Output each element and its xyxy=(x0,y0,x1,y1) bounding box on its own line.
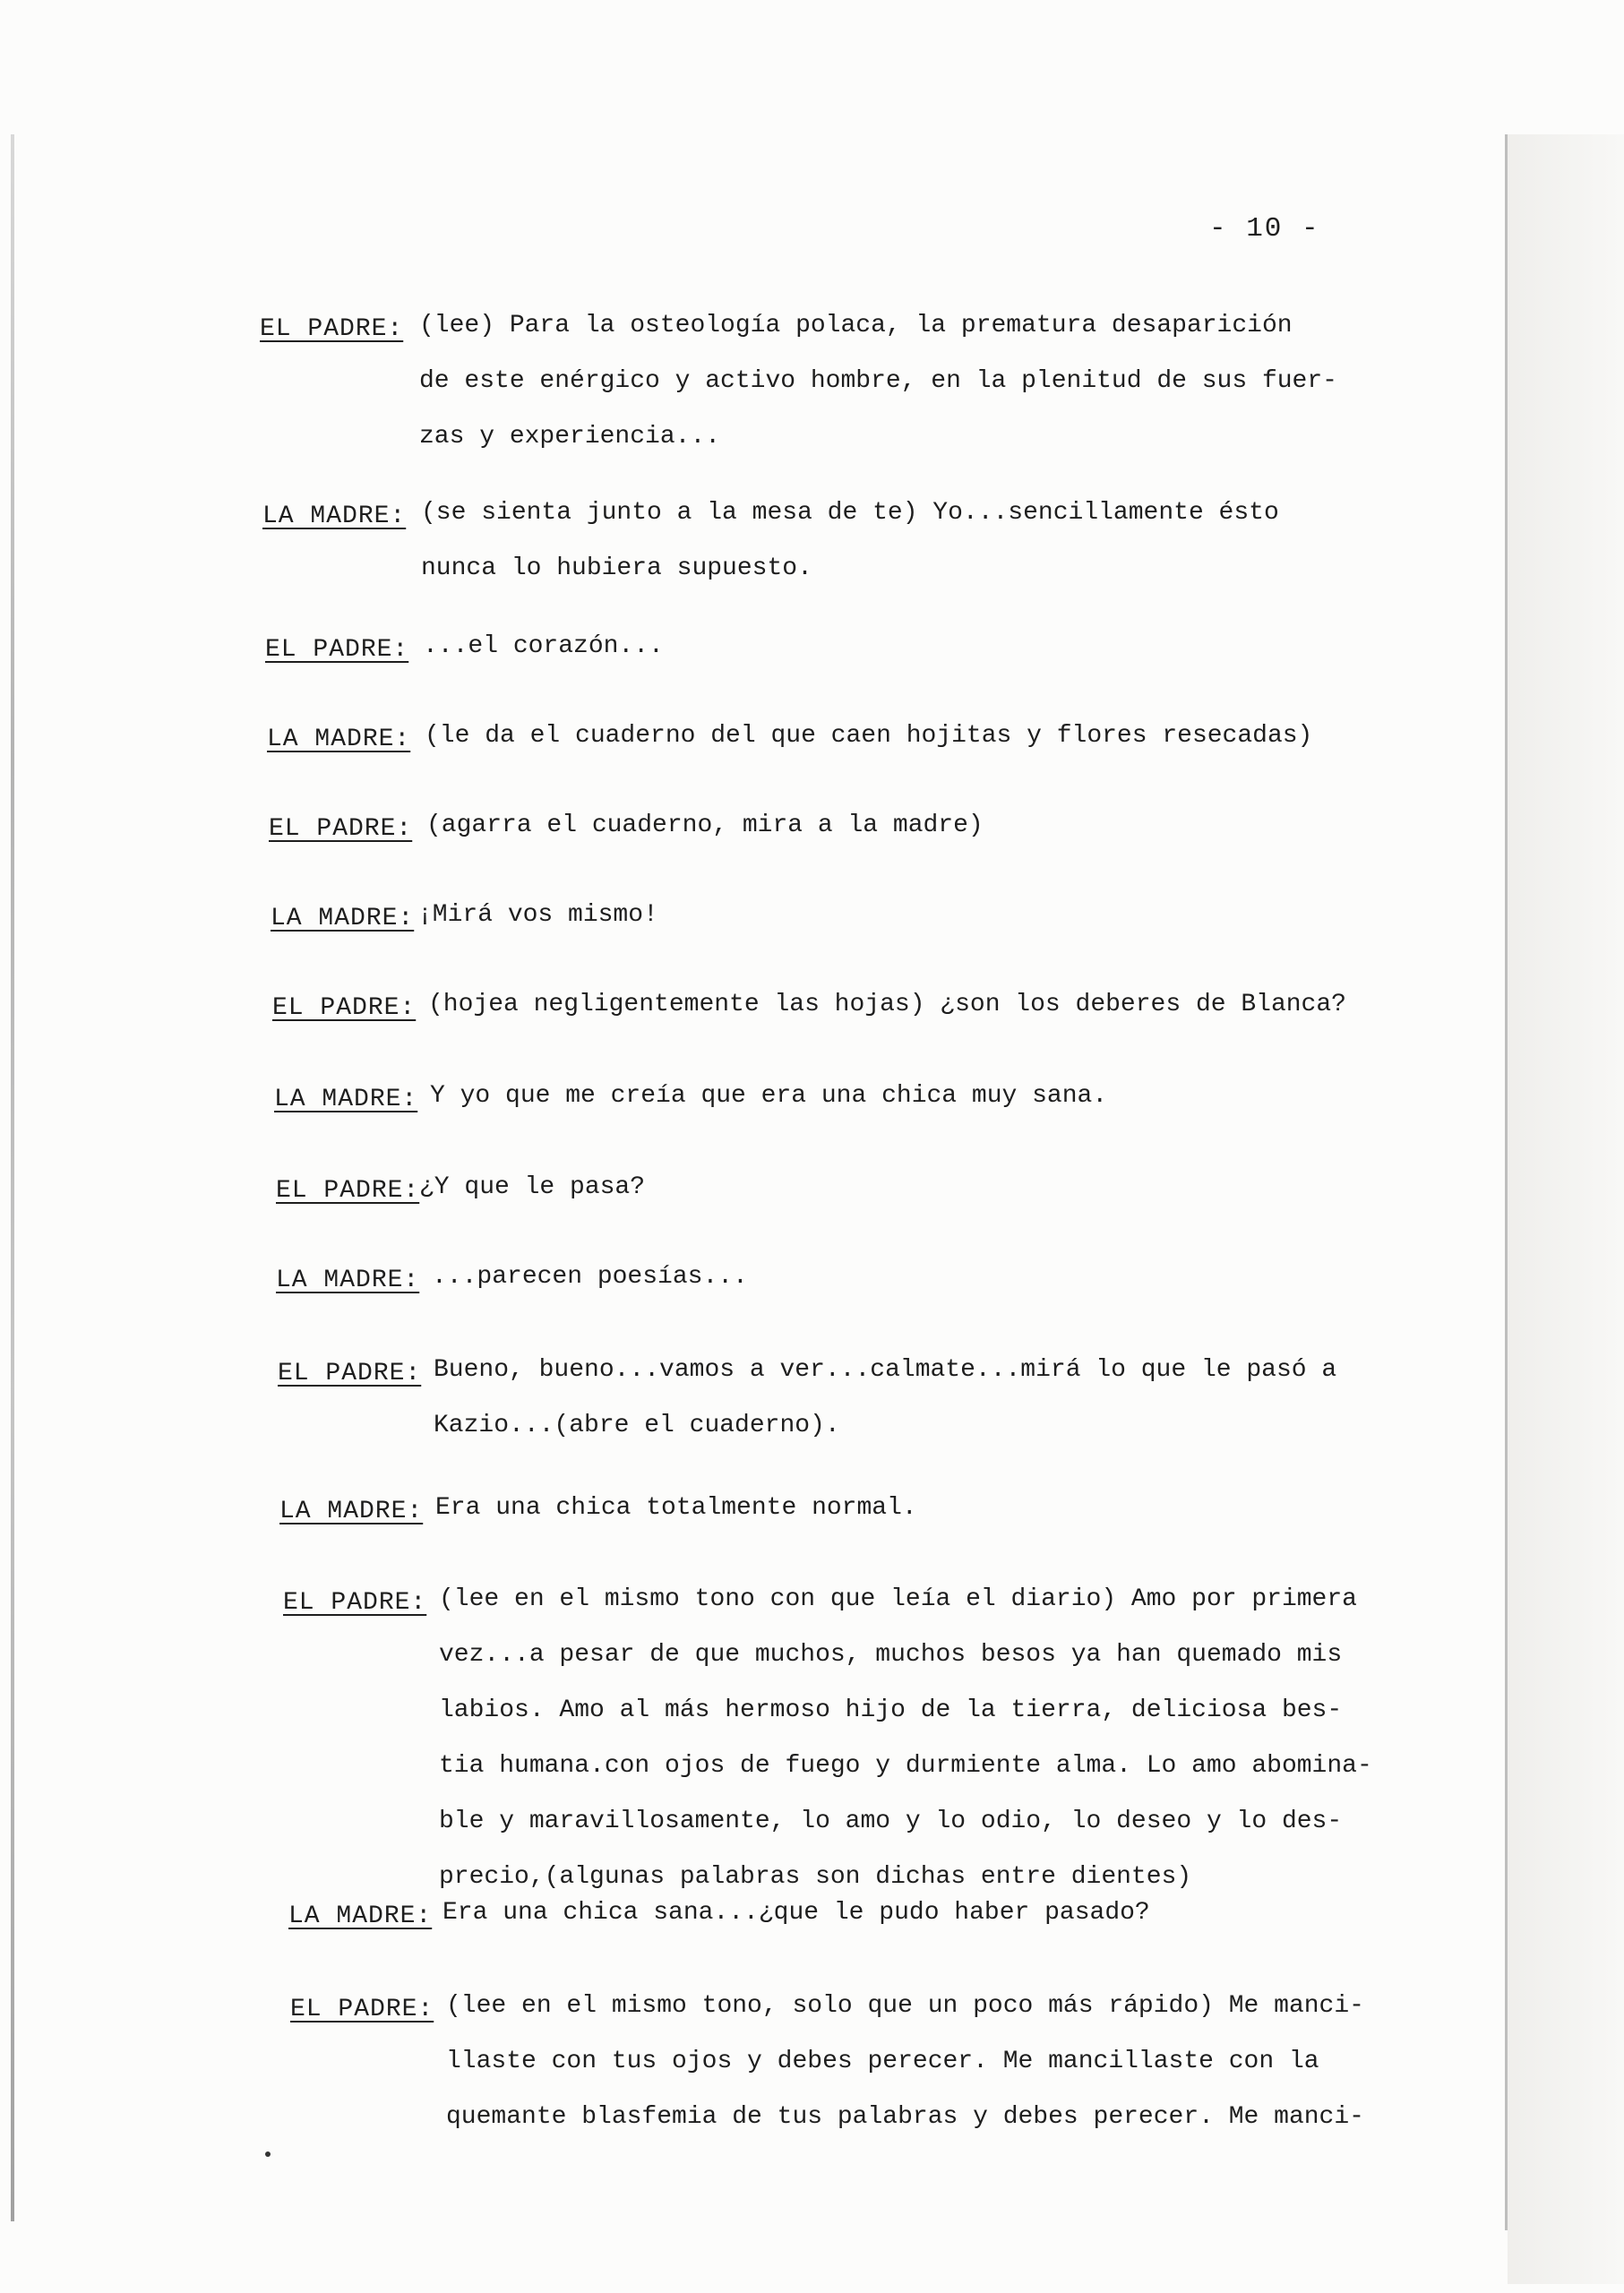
dialogue-line: ...el corazón... xyxy=(423,632,664,660)
speaker-label: EL PADRE: xyxy=(260,315,404,343)
dialogue-text xyxy=(446,1979,1364,2145)
speaker-label: LA MADRE: xyxy=(271,905,415,932)
dialogue-text xyxy=(432,1250,748,1305)
dialogue-line: llaste con tus ojos y debes perecer. Me mancillaste con la xyxy=(446,2048,1319,2075)
dialogue-line: ble y maravillosamente, lo amo y lo odio, lo deseo y lo des- xyxy=(439,1808,1343,1835)
page-number: - 10 - xyxy=(1209,213,1320,245)
stray-ink-dot xyxy=(265,2151,271,2157)
dialogue-line: Era una chica sana...¿que le pudo haber pasado? xyxy=(443,1899,1150,1927)
speaker-label: EL PADRE: xyxy=(265,636,409,664)
dialogue-line: Y yo que me creía que era una chica muy sana. xyxy=(430,1082,1108,1110)
dialogue-text xyxy=(434,1343,1336,1454)
dialogue-text xyxy=(423,619,664,674)
page-edge-shadow xyxy=(1508,134,1624,2284)
dialogue-text xyxy=(419,1160,645,1215)
dialogue-line: ¿Y que le pasa? xyxy=(419,1173,646,1201)
dialogue-line: (lee) Para la osteología polaca, la prematura desaparición xyxy=(419,312,1293,339)
dialogue-line: labios. Amo al más hermoso hijo de la tierra, deliciosa bes- xyxy=(439,1696,1343,1724)
dialogue-line: (lee en el mismo tono, solo que un poco más rápido) Me manci- xyxy=(446,1992,1364,2020)
left-binding-edge xyxy=(11,134,14,2221)
speaker-label: EL PADRE: xyxy=(290,1996,434,2023)
dialogue-line: precio,(algunas palabras son dichas entre dientes) xyxy=(439,1863,1192,1891)
dialogue-line: (agarra el cuaderno, mira a la madre) xyxy=(426,812,984,839)
speaker-label: EL PADRE: xyxy=(272,994,417,1022)
dialogue-line: (le da el cuaderno del que caen hojitas y flores resecadas) xyxy=(425,722,1313,750)
dialogue-line: ¡Mirá vos mismo! xyxy=(417,901,658,929)
dialogue-text xyxy=(430,1069,1107,1124)
right-page-edge xyxy=(1505,134,1508,2230)
speaker-label: EL PADRE: xyxy=(283,1589,427,1617)
dialogue-text xyxy=(417,888,658,943)
dialogue-text xyxy=(443,1885,1150,1941)
dialogue-line: (se sienta junto a la mesa de te) Yo...sencillamente ésto xyxy=(421,499,1279,527)
dialogue-line: de este enérgico y activo hombre, en la plenitud de sus fuer- xyxy=(419,367,1337,395)
speaker-label: LA MADRE: xyxy=(276,1267,420,1294)
dialogue-text xyxy=(426,798,984,854)
dialogue-text xyxy=(421,485,1279,597)
speaker-label: EL PADRE: xyxy=(269,815,413,843)
dialogue-text xyxy=(419,298,1337,465)
dialogue-line: nunca lo hubiera supuesto. xyxy=(421,554,812,582)
dialogue-text xyxy=(435,1481,917,1536)
dialogue-line: ...parecen poesías... xyxy=(432,1263,748,1291)
speaker-label: LA MADRE: xyxy=(262,502,407,530)
dialogue-line: quemante blasfemia de tus palabras y debes perecer. Me manci- xyxy=(446,2103,1364,2131)
dialogue-line: Bueno, bueno...vamos a ver...calmate...mirá lo que le pasó a xyxy=(434,1356,1337,1384)
dialogue-line: (hojea negligentemente las hojas) ¿son los deberes de Blanca? xyxy=(428,991,1346,1018)
dialogue-text xyxy=(425,709,1312,764)
dialogue-text xyxy=(439,1572,1372,1905)
speaker-label: EL PADRE: xyxy=(276,1177,420,1205)
dialogue-line: vez...a pesar de que muchos, muchos besos ya han quemado mis xyxy=(439,1641,1343,1669)
speaker-label: LA MADRE: xyxy=(267,726,411,753)
speaker-label: LA MADRE: xyxy=(274,1086,418,1113)
speaker-label: LA MADRE: xyxy=(288,1902,433,1930)
speaker-label: LA MADRE: xyxy=(279,1498,424,1525)
speaker-label: EL PADRE: xyxy=(278,1360,422,1387)
dialogue-line: zas y experiencia... xyxy=(419,423,721,451)
dialogue-text xyxy=(428,977,1346,1033)
dialogue-line: tia humana.con ojos de fuego y durmiente alma. Lo amo abomina- xyxy=(439,1752,1372,1780)
dialogue-line: Era una chica totalmente normal. xyxy=(435,1494,917,1522)
dialogue-line: (lee en el mismo tono con que leía el diario) Amo por primera xyxy=(439,1585,1357,1613)
dialogue-line: Kazio...(abre el cuaderno). xyxy=(434,1412,840,1439)
